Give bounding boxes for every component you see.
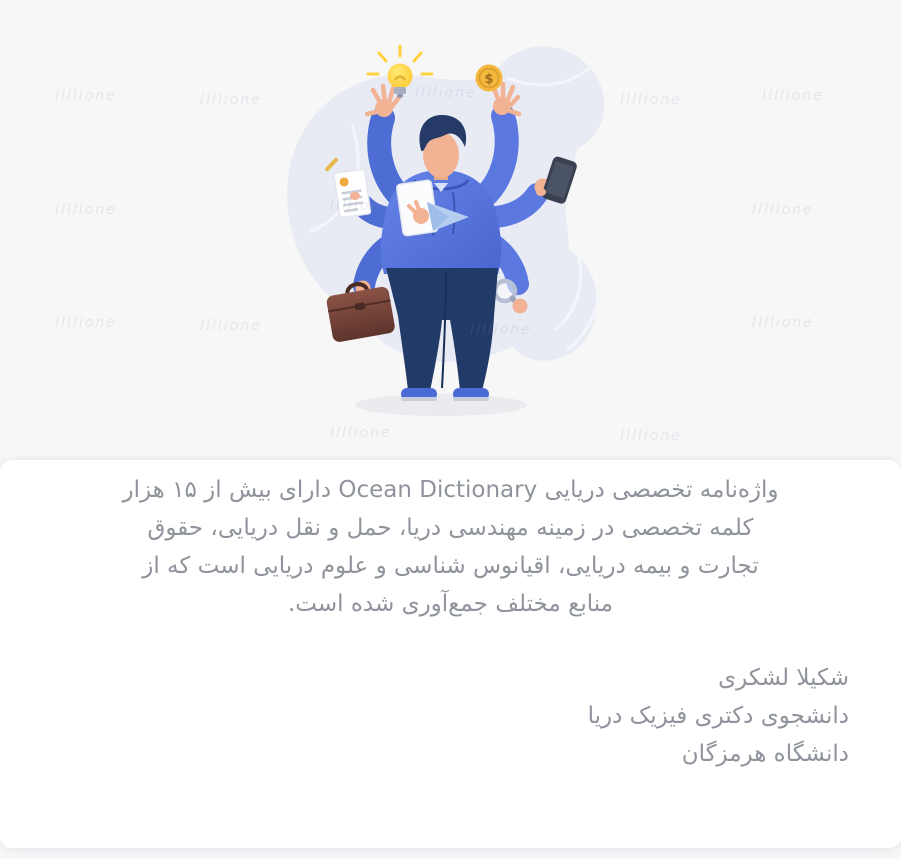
watermark: Illlione bbox=[200, 318, 262, 334]
about-line-3: تجارت و بیمه دریایی، اقیانوس شناسی و علوم دریایی است که از bbox=[142, 553, 759, 579]
author-role: دانشجوی دکتری فیزیک دریا bbox=[587, 703, 849, 729]
about-line-2: کلمه تخصصی در زمینه مهندسی دریا، حمل و نقل دریایی، حقوق bbox=[147, 515, 754, 541]
watermark: Illlione bbox=[55, 88, 117, 104]
watermark: Illlione bbox=[330, 425, 392, 441]
watermark: Illlione bbox=[200, 92, 262, 108]
about-line-1: واژه‌نامه تخصصی دریایی Ocean Dictionary دارای بیش از ۱۵ هزار bbox=[122, 477, 779, 503]
dollar-coin-icon bbox=[476, 65, 503, 92]
about-text bbox=[0, 471, 901, 623]
ground-shadow bbox=[355, 394, 527, 416]
watermark: Illlione bbox=[55, 315, 117, 331]
shoe-left bbox=[401, 388, 437, 401]
watermark: Illlione bbox=[762, 88, 824, 104]
author-university: دانشگاه هرمزگان bbox=[681, 741, 849, 767]
illustration-multitasking-person bbox=[215, 20, 675, 440]
author-name: شکیلا لشکری bbox=[718, 665, 849, 691]
about-card bbox=[0, 460, 901, 848]
watermark: Illlione bbox=[752, 202, 814, 218]
watermark: Illlione bbox=[620, 428, 682, 444]
watermark: Illlione bbox=[55, 202, 117, 218]
author-block bbox=[0, 659, 901, 773]
watermark: Illlione bbox=[752, 315, 814, 331]
illustration-svg bbox=[215, 20, 675, 440]
watermark: Illlione bbox=[620, 92, 682, 108]
svg-text:$: $ bbox=[484, 72, 494, 87]
about-line-4: منابع مختلف جمع‌آوری شده است. bbox=[288, 591, 613, 617]
spacer bbox=[0, 623, 901, 659]
shoe-right bbox=[453, 388, 489, 401]
